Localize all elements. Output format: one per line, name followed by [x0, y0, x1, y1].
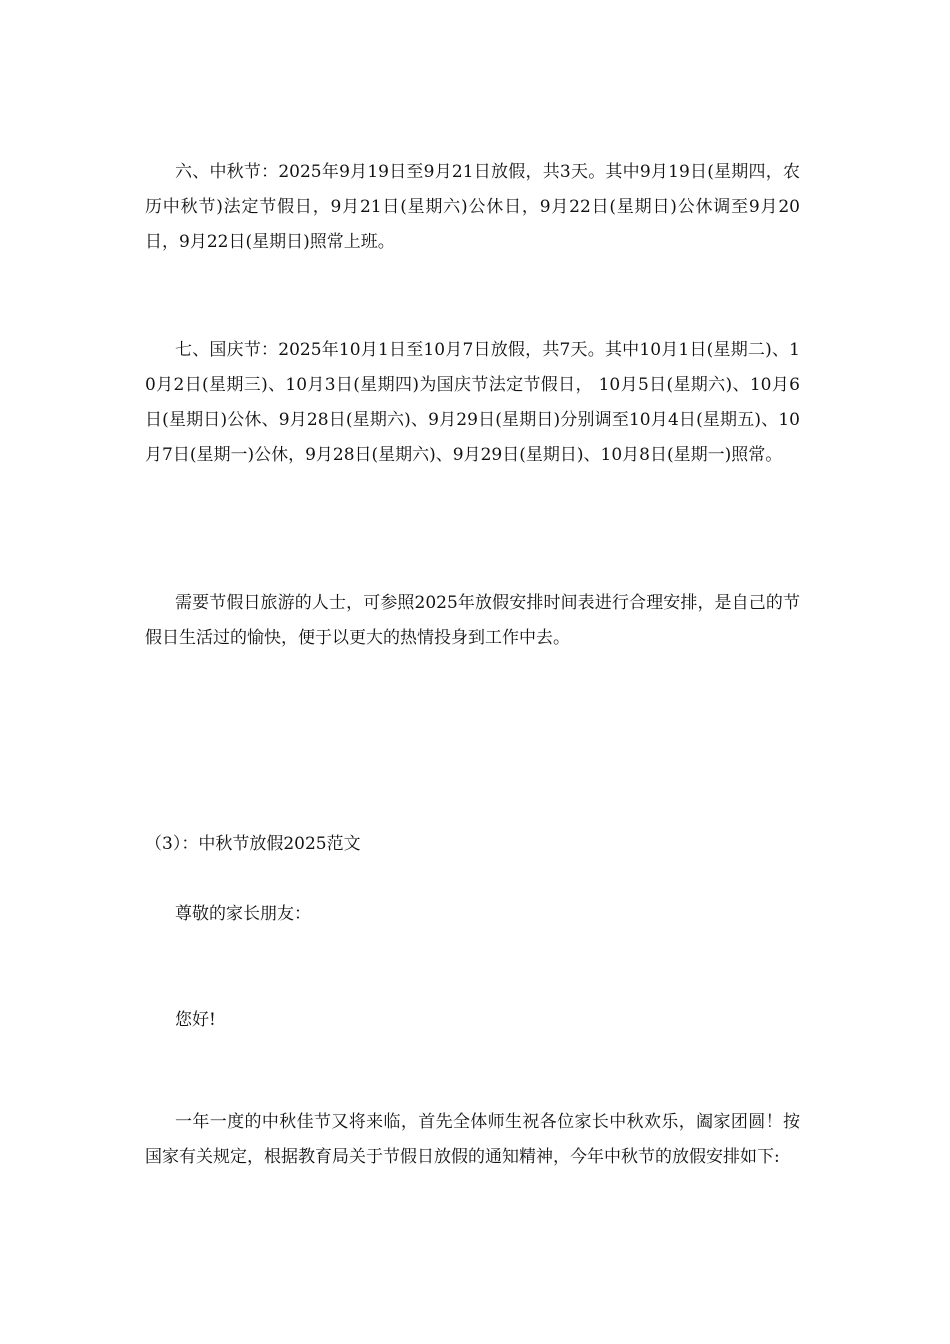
- paragraph-national-day-holiday: 七、国庆节：2025年10月1日至10月7日放假，共7天。其中10月1日(星期二)、10月2日(星期三)、10月3日(星期四)为国庆节法定节假日， 10月5日(星期六)、10月6日(星期日)公休、9月28日(星期六)、9月29日(星期日)分别调至10月4日(星期五)、10月7日(星期一)公休，9月28日(星期六)、9月29日(星期日)、10月8日(星期一)照常。: [145, 340, 800, 465]
- paragraph-intro: 一年一度的中秋佳节又将来临，首先全体师生祝各位家长中秋欢乐，阖家团圆！按国家有关规定，根据教育局关于节假日放假的通知精神，今年中秋节的放假安排如下:: [145, 1112, 800, 1167]
- section-heading: （3）：中秋节放假2025范文: [145, 834, 361, 854]
- hello-line: 您好!: [175, 1010, 216, 1030]
- paragraph-mid-autumn-holiday: 六、中秋节：2025年9月19日至9月21日放假，共3天。其中9月19日(星期四，农历中秋节)法定节假日，9月21日(星期六)公休日，9月22日(星期日)公休调至9月20日，9月22日(星期日)照常上班。: [145, 162, 800, 252]
- paragraph-travel-note: 需要节假日旅游的人士，可参照2025年放假安排时间表进行合理安排，是自己的节假日生活过的愉快，便于以更大的热情投身到工作中去。: [145, 593, 800, 648]
- greeting-line: 尊敬的家长朋友：: [175, 904, 311, 924]
